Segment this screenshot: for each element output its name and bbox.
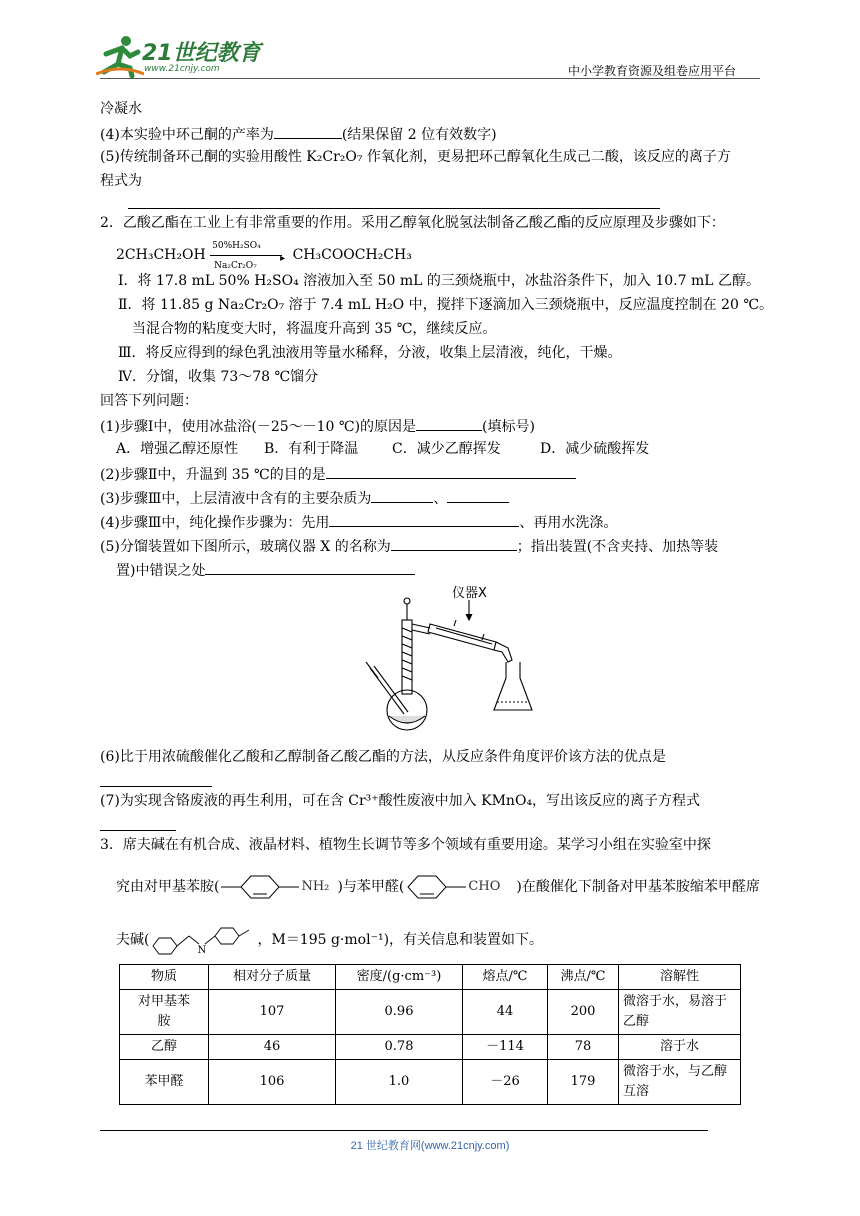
q2: (2)步骤Ⅱ中，升温到 35 ℃的目的是 (100, 464, 576, 484)
answer-blank[interactable] (329, 512, 519, 527)
step-4: Ⅳ．分馏，收集 73～78 ℃馏分 (118, 369, 319, 385)
logo-runner-icon (96, 34, 144, 78)
answer-blank[interactable] (371, 488, 433, 503)
q3: (3)步骤Ⅲ中，上层清液中含有的主要杂质为 、 (100, 488, 509, 508)
option-a[interactable]: A．增强乙醇还原性 (116, 441, 239, 457)
answer-blank[interactable] (391, 536, 517, 551)
step-2: Ⅱ．将 11.85 g Na₂Cr₂O₇ 溶于 7.4 mL H₂O 中，搅拌下逐滴加入三颈烧瓶中，反应温度控制在 20 ℃。 (118, 297, 773, 313)
p-toluidine-structure: NH₂ (219, 874, 337, 900)
reaction-arrow: 50%H₂SO₄ ▸ Na₂Cr₂O₇ (212, 241, 286, 271)
step-2b: 当混合物的粘度变大时，将温度升高到 35 ℃，继续反应。 (132, 321, 497, 337)
q4: (4)步骤Ⅲ中，纯化操作步骤为：先用 、再用水洗涤。 (100, 512, 617, 532)
table-header: 熔点/℃ (463, 965, 548, 990)
questions-heading: 回答下列问题： (100, 393, 198, 409)
header-logo (96, 34, 261, 78)
p2-intro: 2．乙酸乙酯在工业上有非常重要的作用。采用乙醇氧化脱氢法制备乙酸乙酯的反应原理及步骤如下： (100, 215, 725, 231)
step-3: Ⅲ．将反应得到的绿色乳浊液用等量水稀释，分液，收集上层清液，纯化，干燥。 (118, 345, 622, 361)
q7: (7)为实现含铬废液的再生利用，可在含 Cr³⁺酸性废液中加入 KMnO₄，写出该反应的离子方程式 (100, 793, 701, 809)
distillation-apparatus-figure (356, 582, 536, 742)
table-cell: 0.96 (336, 990, 463, 1035)
logo-text: 21世纪教育 (142, 41, 261, 66)
table-cell: 乙醇 (120, 1035, 209, 1060)
benzaldehyde-structure: CHO (404, 874, 516, 900)
table-cell: －26 (463, 1060, 548, 1105)
answer-blank[interactable] (274, 124, 342, 139)
instrument-x-label: 仪器X (452, 586, 487, 601)
table-cell: 200 (548, 990, 619, 1035)
table-cell: 溶于水 (619, 1035, 741, 1060)
table-header: 沸点/℃ (548, 965, 619, 990)
answer-line[interactable] (100, 830, 176, 831)
table-header: 物质 (120, 965, 209, 990)
logo-url: www.21cnjy.com (144, 64, 220, 74)
table-cell: 78 (548, 1035, 619, 1060)
answer-blank[interactable] (416, 416, 482, 431)
q5-prev-b: 程式为 (100, 173, 142, 189)
q1: (1)步骤Ⅰ中，使用冰盐浴(－25～－10 ℃)的原因是 (填标号) (100, 416, 535, 436)
arrow-icon (210, 255, 282, 256)
table-cell: 1.0 (336, 1060, 463, 1105)
table-cell: 46 (209, 1035, 336, 1060)
table-row (120, 990, 741, 1035)
table-header: 相对分子质量 (209, 965, 336, 990)
answer-line[interactable] (100, 786, 212, 787)
table-cell: 苯甲醛 (120, 1060, 209, 1105)
table-header: 溶解性 (619, 965, 741, 990)
q6: (6)比于用浓硫酸催化乙酸和乙醇制备乙酸乙酯的方法，从反应条件角度评价该方法的优点是 (100, 749, 666, 765)
option-c[interactable]: C．减少乙醇挥发 (392, 441, 501, 457)
apparatus-drawing (356, 582, 536, 742)
table-cell: 44 (463, 990, 548, 1035)
table-cell: 对甲基苯胺 (120, 990, 209, 1035)
answer-blank[interactable] (326, 464, 576, 479)
answer-line[interactable] (128, 208, 660, 209)
table-row (120, 1035, 741, 1060)
header-right-text: 中小学教育资源及组卷应用平台 (568, 64, 737, 78)
q5-prev: (5)传统制备环己酮的实验用酸性 K₂Cr₂O₇ 作氧化剂，更易把环己醇氧化生成己二酸，该反应的离子方 (100, 149, 731, 165)
footer-rule (100, 1130, 708, 1131)
footer-text[interactable]: 21 世纪教育网(www.21cnjy.com) (350, 1140, 510, 1152)
q5: (5)分馏装置如下图所示，玻璃仪器 X 的名称为 ；指出装置(不含夹持、加热等装 (100, 536, 718, 556)
table-cell: －114 (463, 1035, 548, 1060)
answer-blank[interactable] (205, 560, 415, 575)
option-d[interactable]: D．减少硫酸挥发 (540, 441, 650, 457)
q5b: 置)中错误之处 (116, 560, 415, 580)
q4-prev: (4)本实验中环己酮的产率为 (结果保留 2 位有效数字) (100, 124, 497, 144)
table-row (120, 1060, 741, 1105)
answer-blank[interactable] (447, 488, 509, 503)
p2-equation: 2CH₃CH₂OH 50%H₂SO₄ ▸ Na₂Cr₂O₇ CH₃COOCH₂CH₃ (116, 241, 412, 271)
schiff-base-structure: N (149, 920, 257, 960)
table-cell: 179 (548, 1060, 619, 1105)
p3-intro: 3．席夫碱在有机合成、液晶材料、植物生长调节等多个领域有重要用途。某学习小组在实验室中探 (100, 837, 711, 853)
table-cell: 微溶于水，易溶于乙醇 (619, 990, 741, 1035)
table-cell: 微溶于水，与乙醇互溶 (619, 1060, 741, 1105)
option-b[interactable]: B．有利于降温 (264, 441, 359, 457)
table-cell: 0.78 (336, 1035, 463, 1060)
p3-line3: 夫碱( N ，M＝195 g·mol⁻¹)，有关信息和装置如下。 (116, 920, 543, 960)
p3-line2: 究由对甲基苯胺( NH₂ )与苯甲醛( CHO )在酸催化下制备对甲基苯胺缩苯甲醛席 (116, 874, 760, 900)
table-header: 密度/(g·cm⁻³) (336, 965, 463, 990)
table-cell: 107 (209, 990, 336, 1035)
text-condensate: 冷凝水 (100, 101, 142, 117)
step-1: Ⅰ．将 17.8 mL 50% H₂SO₄ 溶液加入至 50 mL 的三颈烧瓶中，冰盐浴条件下，加入 10.7 mL 乙醇。 (118, 273, 760, 289)
table-cell: 106 (209, 1060, 336, 1105)
properties-table (119, 964, 741, 1105)
table-header-row (120, 965, 741, 990)
header-rule (100, 78, 760, 79)
q1-options (116, 440, 649, 458)
